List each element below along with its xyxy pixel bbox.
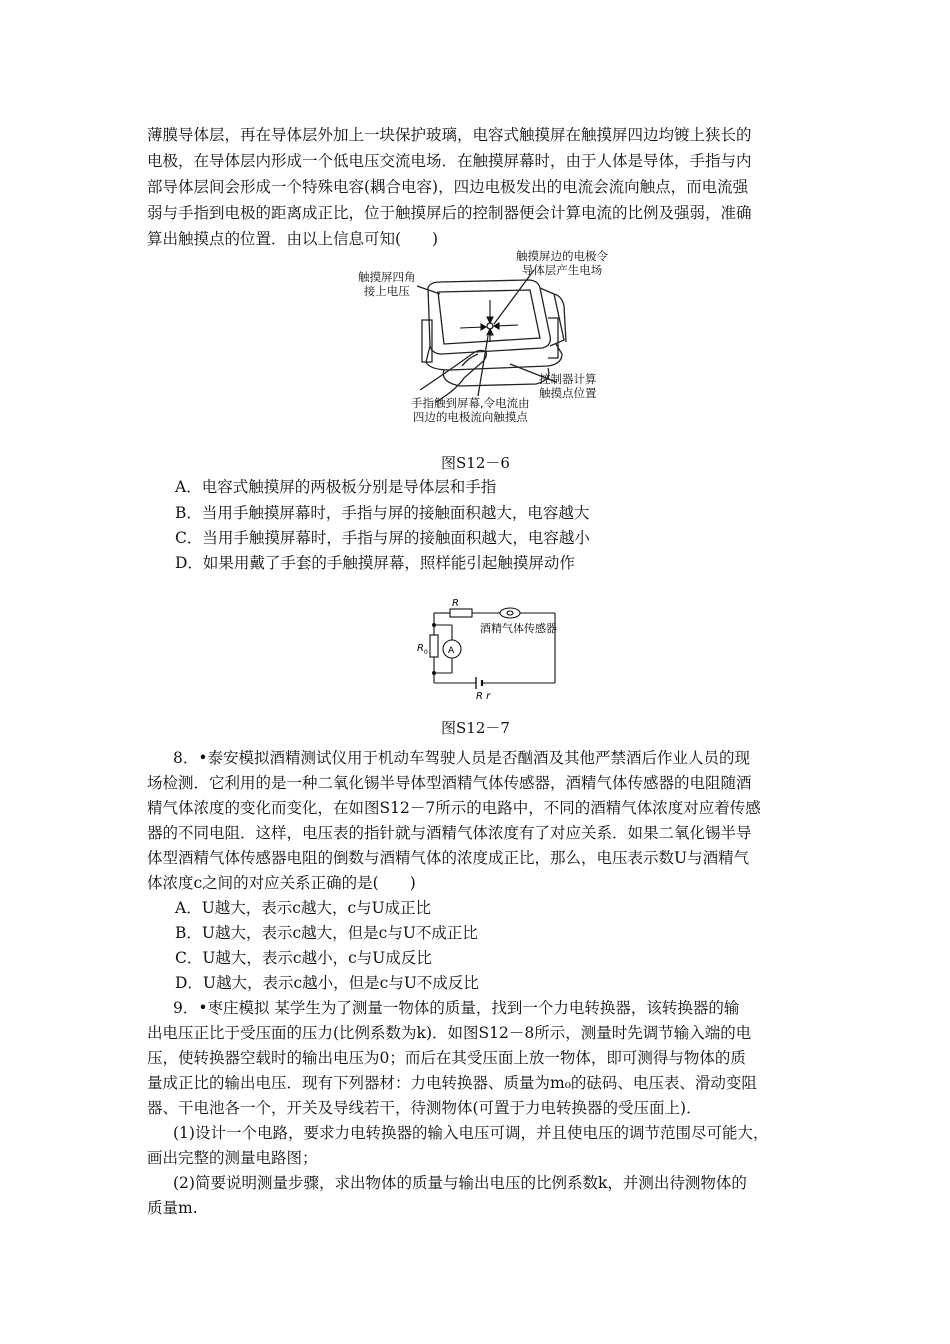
option-b: B．当用手触摸屏幕时，手指与屏的接触面积越大，电容越大 — [175, 504, 590, 522]
label-ammeter: A — [448, 646, 455, 656]
text-line: (1)设计一个电路，要求力电转换器的输入电压可调，并且使电压的调节范围尽可能大， — [173, 1124, 769, 1142]
label-finger-touch: 手指触到屏幕,令电流由 四边的电极流向触摸点 — [411, 396, 530, 424]
resistor-r — [450, 609, 472, 617]
text-line: 电极，在导体层内形成一个低电压交流电场．在触摸屏幕时，由于人体是导体，手指与内 — [147, 152, 752, 170]
figure-caption: 图S12－7 — [441, 719, 510, 737]
option-a: A．电容式触摸屏的两极板分别是导体层和手指 — [175, 478, 497, 496]
text-line: 部导体层间会形成一个特殊电容(耦合电容)，四边电极发出的电流会流向触点，而电流强 — [147, 178, 749, 196]
circuit-diagram — [410, 595, 570, 700]
text-line: 弱与手指到电极的距离成正比，位于触摸屏后的控制器便会计算电流的比例及强弱，准确 — [147, 204, 752, 222]
text-line: 精气体浓度的变化而变化，在如图S12－7所示的电路中，不同的酒精气体浓度对应着传感 — [147, 799, 761, 817]
label-r0: R — [417, 643, 424, 654]
option-d: D．U越大，表示c越小，但是c与U不成反比 — [175, 974, 479, 992]
option-d: D．如果用戴了手套的手触摸屏幕，照样能引起触摸屏动作 — [175, 554, 575, 572]
battery — [476, 677, 482, 689]
option-b: B．U越大，表示c越大，但是c与U不成正比 — [175, 924, 478, 942]
text-line: 画出完整的测量电路图； — [147, 1149, 318, 1167]
label-corner-voltage: 触摸屏四角 接上电压 — [358, 270, 416, 298]
resistor-r0 — [430, 635, 438, 657]
text-line: 薄膜导体层，再在导体层外加上一块保护玻璃，电容式触摸屏在触摸屏四边均镀上狭长的 — [147, 126, 752, 144]
label-battery: R r — [476, 691, 491, 700]
label-r0-sub: 0 — [424, 649, 428, 656]
text-line: 器、干电池各一个，开关及导线若干，待测物体(可置于力电转换器的受压面上)． — [147, 1099, 702, 1117]
text-line: 体型酒精气体传感器电阻的倒数与酒精气体的浓度成正比，那么，电压表示数U与酒精气 — [147, 849, 750, 867]
text-line: 器的不同电阻．这样，电压表的指针就与酒精气体浓度有了对应关系．如果二氧化锡半导 — [147, 824, 752, 842]
text-line: 算出触摸点的位置．由以上信息可知( ) — [147, 230, 439, 248]
alcohol-sensor — [500, 608, 520, 618]
text-line: 8．•泰安模拟酒精测试仪用于机动车驾驶人员是否酗酒及其他严禁酒后作业人员的现 — [173, 749, 751, 767]
text-line: 质量m. — [147, 1199, 198, 1217]
label-edge-electrode: 触摸屏边的电极令 导体层产生电场 — [516, 249, 608, 277]
text-line: 体浓度c之间的对应关系正确的是( ) — [147, 874, 416, 892]
text-line: (2)简要说明测量步骤，求出物体的质量与输出电压的比例系数k，并测出待测物体的 — [173, 1174, 747, 1192]
option-c: C．当用手触摸屏幕时，手指与屏的接触面积越大，电容越小 — [175, 529, 590, 547]
option-a: A．U越大，表示c越大，c与U成正比 — [175, 899, 432, 917]
text-line: 出电压正比于受压面的压力(比例系数为k)．如图S12－8所示，测量时先调节输入端的电 — [147, 1024, 752, 1042]
text-line: 量成正比的输出电压．现有下列器材：力电转换器、质量为m₀的砝码、电压表、滑动变阻 — [147, 1074, 757, 1092]
text-line: 场检测．它利用的是一种二氧化锡半导体型酒精气体传感器，酒精气体传感器的电阻随酒 — [147, 774, 752, 792]
label-sensor: 酒精气体传感器 — [480, 622, 557, 635]
label-r: R — [452, 598, 459, 609]
text-line: 9．•枣庄模拟 某学生为了测量一物体的质量，找到一个力电转换器，该转换器的输 — [173, 999, 740, 1017]
text-line: 压，使转换器空载时的输出电压为0；而后在其受压面上放一物体，即可测得与物体的质 — [147, 1049, 746, 1067]
label-controller: 控制器计算 触摸点位置 — [539, 372, 597, 400]
option-c: C．U越大，表示c越小，c与U成反比 — [175, 949, 432, 967]
figure-caption: 图S12－6 — [441, 454, 510, 472]
